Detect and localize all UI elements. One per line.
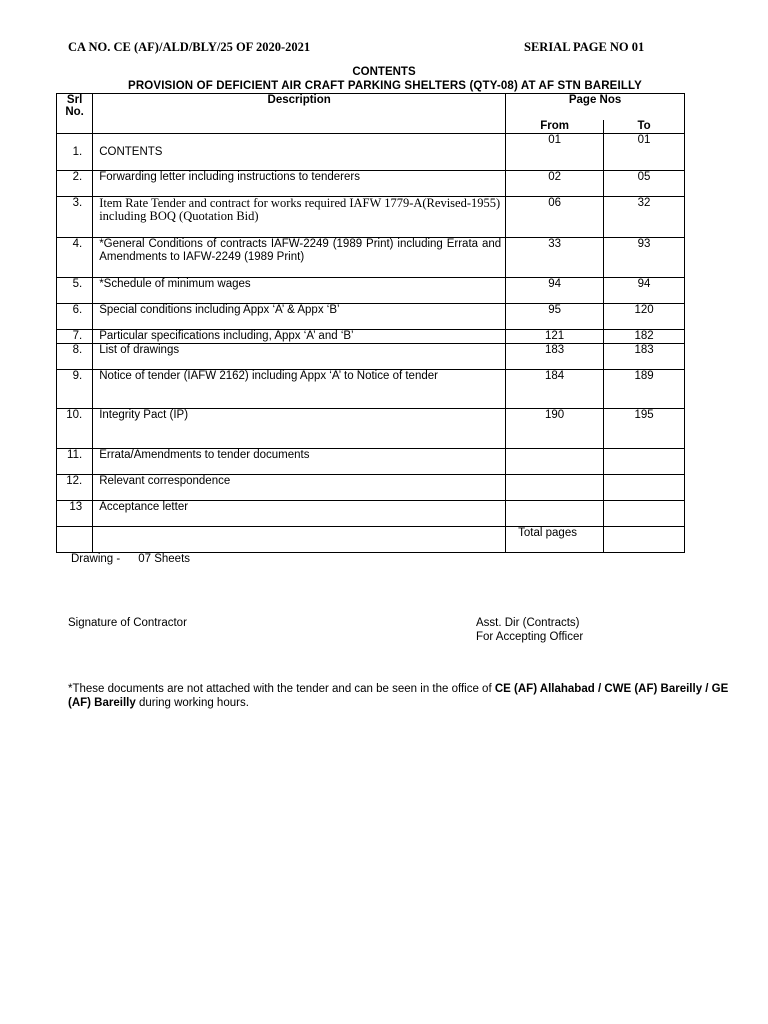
officer-role: For Accepting Officer xyxy=(476,630,584,643)
row-description: CONTENTS xyxy=(93,134,506,171)
table-row xyxy=(57,449,685,475)
contractor-signature: Signature of Contractor xyxy=(68,617,187,629)
row-from xyxy=(506,475,604,501)
row-description: Errata/Amendments to tender documents xyxy=(93,449,506,475)
footnote xyxy=(68,682,732,710)
row-srl: 5. xyxy=(57,278,93,304)
row-to: 94 xyxy=(604,278,685,304)
total-desc-cell xyxy=(93,527,506,553)
row-to: 120 xyxy=(604,304,685,330)
table-row xyxy=(57,330,685,344)
row-description: *General Conditions of contracts IAFW-2249 (1989 Print) including Errata and Amendments to IAFW-2249 (1989 Print) xyxy=(93,238,506,278)
row-srl: 10. xyxy=(57,409,93,449)
contract-number: CA NO. CE (AF)/ALD/BLY/25 OF 2020-2021 xyxy=(68,40,311,54)
row-to: 05 xyxy=(604,171,685,197)
table-row xyxy=(57,409,685,449)
footnote-prefix: *These documents are not attached with the tender and can be seen in the office of xyxy=(68,683,495,695)
row-srl: 11. xyxy=(57,449,93,475)
table-row xyxy=(57,304,685,330)
row-from: 183 xyxy=(506,344,604,370)
drawing-label: Drawing - xyxy=(71,553,121,565)
row-from: 95 xyxy=(506,304,604,330)
table-row xyxy=(57,370,685,409)
row-description: Notice of tender (IAFW 2162) including Appx ‘A’ to Notice of tender xyxy=(93,370,506,409)
row-to: 183 xyxy=(604,344,685,370)
total-pages-label: Total pages xyxy=(506,527,604,553)
row-from xyxy=(506,501,604,527)
row-to xyxy=(604,501,685,527)
col-header-srl: Srl No. xyxy=(57,94,93,134)
row-from: 184 xyxy=(506,370,604,409)
row-from: 06 xyxy=(506,197,604,238)
row-description: *Schedule of minimum wages xyxy=(93,278,506,304)
col-header-page-nos: Page Nos xyxy=(506,94,685,120)
row-srl: 4. xyxy=(57,238,93,278)
row-to: 01 xyxy=(604,134,685,171)
table-row xyxy=(57,171,685,197)
row-to: 182 xyxy=(604,330,685,344)
row-srl: 13 xyxy=(57,501,93,527)
row-from: 121 xyxy=(506,330,604,344)
table-total-row xyxy=(57,527,685,553)
row-description: Integrity Pact (IP) xyxy=(93,409,506,449)
row-description: List of drawings xyxy=(93,344,506,370)
row-to: 189 xyxy=(604,370,685,409)
row-description: Relevant correspondence xyxy=(93,475,506,501)
row-from: 02 xyxy=(506,171,604,197)
row-from: 01 xyxy=(506,134,604,171)
table-row xyxy=(57,134,685,171)
total-srl-cell xyxy=(57,527,93,553)
row-to: 32 xyxy=(604,197,685,238)
row-to: 195 xyxy=(604,409,685,449)
officer-title: Asst. Dir (Contracts) xyxy=(476,617,580,629)
table-header-row xyxy=(57,94,685,120)
row-description: Acceptance letter xyxy=(93,501,506,527)
row-srl: 3. xyxy=(57,197,93,238)
row-from: 33 xyxy=(506,238,604,278)
drawing-count xyxy=(71,553,190,565)
contents-heading: CONTENTS xyxy=(352,66,416,78)
row-srl: 12. xyxy=(57,475,93,501)
table-row xyxy=(57,475,685,501)
table-row xyxy=(57,344,685,370)
row-description: Forwarding letter including instructions to tenderers xyxy=(93,171,506,197)
row-srl: 1. xyxy=(57,134,93,171)
contents-table xyxy=(56,93,685,553)
table-row xyxy=(57,197,685,238)
row-to xyxy=(604,449,685,475)
drawing-sheets: 07 Sheets xyxy=(138,553,191,565)
row-from: 190 xyxy=(506,409,604,449)
row-description: Particular specifications including, Appx ‘A’ and ‘B’ xyxy=(93,330,506,344)
row-srl: 9. xyxy=(57,370,93,409)
col-header-from: From xyxy=(506,120,604,134)
col-header-to: To xyxy=(604,120,685,134)
row-srl: 6. xyxy=(57,304,93,330)
table-row xyxy=(57,501,685,527)
project-title: PROVISION OF DEFICIENT AIR CRAFT PARKING SHELTERS (QTY-08) AT AF STN BAREILLY xyxy=(128,80,642,92)
accepting-officer-signature xyxy=(476,617,583,644)
row-srl: 7. xyxy=(57,330,93,344)
row-to xyxy=(604,475,685,501)
row-description: Special conditions including Appx ‘A’ & Appx ‘B’ xyxy=(93,304,506,330)
row-description: Item Rate Tender and contract for works required IAFW 1779-A(Revised-1955) including BOQ (Quotation Bid) xyxy=(93,197,506,238)
table-row xyxy=(57,278,685,304)
row-to: 93 xyxy=(604,238,685,278)
row-srl: 8. xyxy=(57,344,93,370)
total-pages-value xyxy=(604,527,685,553)
row-from xyxy=(506,449,604,475)
footnote-offices: CE (AF) Allahabad / CWE (AF) Bareilly / GE (AF) Bareilly xyxy=(68,683,729,709)
row-srl: 2. xyxy=(57,171,93,197)
table-row xyxy=(57,238,685,278)
row-from: 94 xyxy=(506,278,604,304)
col-header-description: Description xyxy=(93,94,506,134)
footnote-suffix: during working hours. xyxy=(135,697,249,709)
serial-page-number: SERIAL PAGE NO 01 xyxy=(524,40,645,54)
